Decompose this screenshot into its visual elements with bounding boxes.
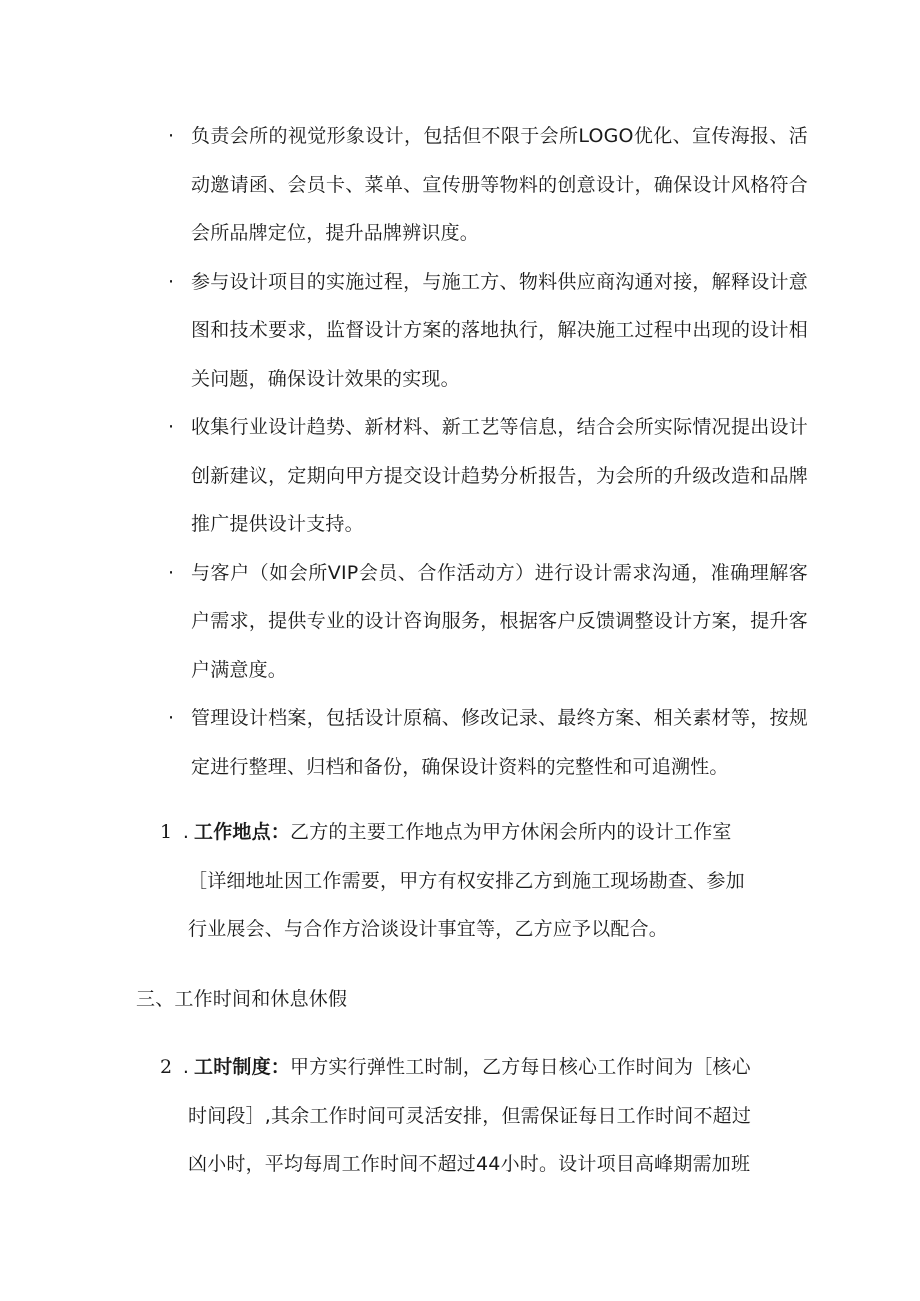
clause-number-dot: . [182,1056,190,1078]
bullet-text: 负责会所的视觉形象设计，包括但不限于会所LOGO优化、宣传海报、活动邀请函、会员卡、菜单、宣传册等物料的创意设计，确保设计风格符合会所品牌定位，提升品牌辨识度。 [191,125,808,244]
duty-bullet-list [168,112,808,791]
list-item [168,112,808,258]
bullet-text: 收集行业设计趋势、新材料、新工艺等信息，结合会所实际情况提出设计创新建议，定期向甲方提交设计趋势分析报告，为会所的升级改造和品牌推广提供设计支持。 [191,416,808,535]
list-item [168,694,808,791]
list-item [168,549,808,695]
work-location-clause [160,808,810,954]
clause-text-line: 乙方的主要工作地点为甲方休闲会所内的设计工作室 [290,821,732,843]
bullet-marker: · [168,561,175,584]
bullet-marker: · [168,416,175,438]
section-heading: 三、工作时间和休息休假 [136,988,348,1010]
working-hours-clause [160,1043,810,1189]
clause-text-line: 凶小时，平均每周工作时间不超过44小时。设计项目高峰期需加班 [188,1153,751,1175]
bullet-text: 管理设计档案，包括设计原稿、修改记录、最终方案、相关素材等，按规定进行整理、归档和备份，确保设计资料的完整性和可追溯性。 [191,707,808,778]
clause-text-line: 行业展会、与合作方洽谈设计事宜等，乙方应予以配合。 [188,918,669,940]
bullet-text: 与客户（如会所VIP会员、合作活动方）进行设计需求沟通，准确理解客户需求，提供专业的设计咨询服务，根据客户反馈调整设计方案，提升客户满意度。 [191,561,808,681]
clause-number: 1 [160,821,173,843]
bullet-marker: · [168,125,175,147]
clause-number: 2 [160,1056,173,1078]
list-item [168,403,808,549]
clause-text-line: 时间段］,其余工作时间可灵活安排，但需保证每日工作时间不超过 [188,1104,752,1127]
bullet-marker: · [168,270,175,293]
clause-text-line: 甲方实行弹性工时制，乙方每日核心工作时间为［核心 [290,1056,751,1078]
clause-label: 工时制度： [194,1056,291,1078]
bullet-marker: · [168,707,175,729]
clause-number-dot: . [182,821,190,843]
list-item [168,258,808,404]
bullet-text: 参与设计项目的实施过程，与施工方、物料供应商沟通对接，解释设计意图和技术要求，监督设计方案的落地执行，解决施工过程中出现的设计相关问题，确保设计效果的实现。 [191,270,808,390]
clause-text-line: ［详细地址因工作需要，甲方有权安排乙方到施工现场勘查、参加 [188,869,745,892]
clause-label: 工作地点： [194,821,291,843]
